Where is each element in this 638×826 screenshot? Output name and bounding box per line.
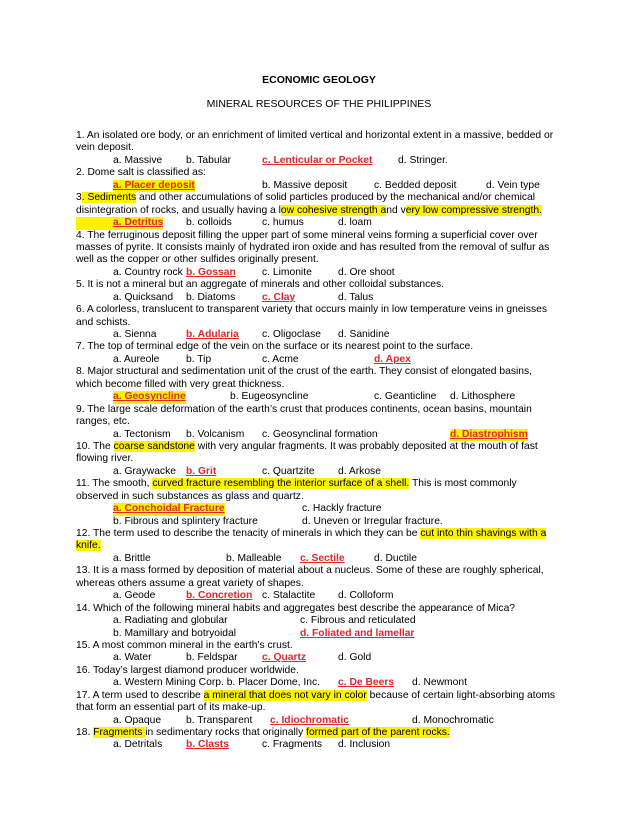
option-d: d. Ore shoot — [338, 266, 395, 278]
option-a: a. Radiating and globular — [113, 615, 228, 627]
question-15-options — [76, 652, 566, 664]
option-d-answer: d. Diastrophism — [450, 428, 528, 440]
question-8-stem-cont — [76, 379, 566, 391]
option-b: b. colloids — [186, 217, 232, 229]
option-b: b. Malleable — [226, 552, 282, 564]
question-text: 5. It is not a mineral but an aggregate of minerals and other colloidal substances. — [76, 279, 445, 291]
highlight: Fragments — [93, 727, 146, 738]
option-a-answer: a. Placer deposit — [113, 179, 195, 191]
option-d: d. Stringer. — [398, 154, 448, 166]
question-15-stem — [76, 640, 566, 652]
option-c-answer: c. De Beers — [338, 677, 395, 689]
option-a: a. Opaque — [113, 714, 162, 726]
question-3-options — [76, 217, 566, 229]
question-11-options-row1 — [76, 503, 566, 515]
question-text: 16. Today’s largest diamond producer worldwide. — [76, 664, 299, 676]
question-12-stem — [76, 528, 566, 540]
question-text: 3 — [76, 192, 82, 204]
question-3-stem-cont — [76, 205, 566, 217]
option-c: c. humus — [262, 217, 304, 229]
option-a-b: a. Western Mining Corp. b. Placer Dome, Inc. — [113, 677, 320, 689]
question-9-stem — [76, 404, 566, 416]
question-11-stem — [76, 478, 566, 490]
option-b: b. Volcanism — [186, 428, 245, 440]
question-10-options — [76, 466, 566, 478]
question-4-stem-cont — [76, 242, 566, 254]
highlight: ery low compressive strength. — [405, 204, 542, 216]
question-5-stem — [76, 279, 566, 291]
option-b: b. Mamillary and botryoidal — [113, 627, 237, 639]
highlight: . Sediments — [81, 192, 137, 204]
option-a-answer: a. Geosyncline — [113, 391, 186, 403]
option-c: c. Limonite — [262, 266, 312, 278]
highlight: formed part of the parent rocks. — [306, 727, 450, 738]
option-b-answer: b. Clasts — [186, 739, 229, 751]
option-c: c. Hackly fracture — [302, 503, 382, 515]
option-b-answer: b. Concretion — [186, 590, 253, 602]
option-b: b. Transparent — [186, 714, 253, 726]
option-d: d. Talus — [338, 291, 374, 303]
question-text: well as the copper or other sulfides originally present. — [76, 254, 319, 266]
document-subtitle: MINERAL RESOURCES OF THE PHILIPPINES — [206, 98, 432, 110]
option-a: a. Water — [113, 652, 152, 664]
option-b-answer: b. Adularia — [186, 329, 239, 340]
question-text: 4. The ferruginous deposit filling the upper part of some mineral veins forming a superficial cover over — [76, 229, 538, 241]
question-1-options — [76, 155, 566, 167]
question-text: 7. The top of terminal edge of the vein on the surface or its nearest point to the surface. — [76, 341, 474, 353]
question-text: observed in such substances as glass and quartz. — [76, 490, 304, 502]
option-d: d. Ductile — [374, 552, 417, 564]
question-text: 8. Major structural and sedimentation unit of the crust of the earth. They consist of elongated basins, — [76, 366, 532, 378]
option-b-answer: b. Grit — [186, 465, 217, 477]
question-10-stem — [76, 441, 566, 453]
question-text: vein deposit. — [76, 142, 134, 154]
question-14-options-row2 — [76, 628, 566, 640]
question-18-stem — [76, 727, 566, 739]
option-a: a. Brittle — [113, 552, 151, 564]
question-text: ranges, etc. — [76, 416, 130, 428]
option-d: d. Lithosphere — [450, 391, 516, 403]
option-b: b. Feldspar — [186, 652, 238, 664]
option-b: b. Fibrous and splintery fracture — [113, 515, 258, 527]
question-6-options — [76, 329, 566, 341]
option-b: b. Tabular — [186, 154, 232, 166]
option-d-answer: d. Foliated and lamellar — [300, 627, 415, 639]
question-4-stem-cont — [76, 254, 566, 266]
highlight: cut into thin shavings with a — [420, 528, 547, 539]
question-6-stem-cont — [76, 317, 566, 329]
question-text: 9. The large scale deformation of the earth’s crust that produces continents, ocean basins, mountain — [76, 403, 532, 415]
option-a: a. Sienna — [113, 329, 157, 340]
option-c-answer: c. Quartz — [262, 652, 307, 664]
question-6-stem — [76, 304, 566, 316]
question-text: in sedimentary rocks that originally — [145, 727, 307, 738]
question-7-stem — [76, 341, 566, 353]
option-c: c. Geosynclinal formation — [262, 428, 378, 440]
question-11-stem-cont — [76, 491, 566, 503]
question-text: masses of pyrite. It consists mainly of hydrated iron oxide and has resulted from the removal of sulfur as — [76, 241, 550, 253]
highlight: knife. — [76, 540, 101, 552]
option-a: a. Geode — [113, 590, 156, 602]
question-2-options — [76, 180, 566, 192]
option-d: d. Vein type — [486, 179, 540, 191]
question-text: which become filled with very great thickness. — [76, 378, 285, 390]
question-14-stem — [76, 603, 566, 615]
question-text: 2. Dome salt is classified as: — [76, 167, 206, 179]
question-12-options — [76, 553, 566, 565]
question-13-stem — [76, 565, 566, 577]
question-13-options — [76, 590, 566, 602]
question-2-stem — [76, 167, 566, 179]
highlight: coarse sandstone — [113, 440, 195, 452]
option-b-answer: b. Gossan — [186, 266, 236, 278]
question-17-stem-cont — [76, 702, 566, 714]
question-text: 10. The — [76, 440, 114, 452]
question-14-options-row1 — [76, 615, 566, 627]
option-a: a. Aureole — [113, 353, 160, 365]
highlight — [76, 217, 113, 229]
highlight: a mineral that does not vary in color — [203, 689, 367, 701]
question-text: 14. Which of the following mineral habits and aggregates best describe the appearance of Mica? — [76, 602, 516, 614]
question-text: and schists. — [76, 316, 131, 328]
question-text: 18. — [76, 727, 94, 738]
question-text: 12. The term used to describe the tenacity of minerals in which they can be — [76, 528, 421, 539]
document-title: ECONOMIC GEOLOGY — [262, 74, 376, 86]
option-c: c. Fibrous and reticulated — [300, 615, 416, 627]
question-text: 13. It is a mass formed by deposition of material about a nucleus. Some of these are roughly spherical, — [76, 565, 544, 577]
option-a: a. Tectonism — [113, 428, 171, 440]
question-text: because of certain light-absorbing atoms — [366, 689, 556, 701]
question-5-options — [76, 292, 566, 304]
question-text: nd v — [386, 204, 406, 216]
option-d: d. Inclusion — [338, 739, 391, 751]
question-text: 15. A most common mineral in the earth’s crust. — [76, 639, 293, 651]
option-d: d. Monochromatic — [412, 714, 494, 726]
option-c: c. Bedded deposit — [374, 179, 457, 191]
option-a-answer: a. Detritus — [113, 217, 164, 229]
highlight: ow cohesive strength a — [280, 204, 387, 216]
question-9-options — [76, 429, 566, 441]
option-d: d. Colloform — [338, 590, 394, 602]
option-a-answer: a. Conchoidal Fracture — [113, 503, 225, 515]
question-9-stem-cont — [76, 416, 566, 428]
question-8-stem — [76, 366, 566, 378]
option-b: b. Massive deposit — [262, 179, 348, 191]
question-16-stem — [76, 665, 566, 677]
option-c: c. Stalactite — [262, 590, 316, 602]
option-a: a. Detritals — [113, 739, 163, 751]
highlight: curved fracture resembling the interior surface of a shell. — [152, 478, 410, 490]
question-text: with very angular fragments. It was probably deposited at the mouth of fast — [194, 440, 538, 452]
option-c: c. Quartzite — [262, 465, 315, 477]
question-4-options — [76, 267, 566, 279]
option-d-answer: d. Apex — [374, 353, 411, 365]
question-text: and other accumulations of solid particles produced by the mechanical and/or chemical — [136, 192, 536, 204]
question-text: whereas others assume a great variety of shapes. — [76, 577, 304, 589]
option-d: d. Gold — [338, 652, 372, 664]
option-c: c. Fragments — [262, 739, 323, 751]
option-a: a. Quicksand — [113, 291, 174, 303]
option-a: a. Graywacke — [113, 465, 176, 477]
question-4-stem — [76, 230, 566, 242]
question-12-stem-cont — [76, 540, 566, 552]
option-d: d. loam — [338, 217, 372, 229]
option-d: d. Sanidine — [338, 329, 390, 340]
option-d: d. Arkose — [338, 465, 381, 477]
question-10-stem-cont — [76, 453, 566, 465]
question-text: flowing river. — [76, 453, 134, 465]
question-3-stem — [76, 192, 566, 204]
option-a: a. Massive — [113, 154, 163, 166]
question-16-options — [76, 677, 566, 689]
option-c: c. Geanticline — [374, 391, 437, 403]
question-text: This is most commonly — [409, 478, 517, 490]
question-13-stem-cont — [76, 578, 566, 590]
question-text: that form an essential part of its make-up. — [76, 702, 266, 714]
question-text: disintegration of rocks, and usually having a l — [76, 204, 281, 216]
question-8-options — [76, 391, 566, 403]
option-c-answer: c. Clay — [262, 291, 296, 303]
option-b: b. Tip — [186, 353, 212, 365]
question-17-options — [76, 715, 566, 727]
option-b: b. Diatoms — [186, 291, 236, 303]
question-text: 17. A term used to describe — [76, 689, 204, 701]
option-c: c. Acme — [262, 353, 299, 365]
question-11-options-row2 — [76, 516, 566, 528]
option-c-answer: c. Sectile — [300, 552, 345, 564]
option-b: b. Eugeosyncline — [230, 391, 309, 403]
option-c: c. Oligoclase — [262, 329, 321, 340]
question-7-options — [76, 354, 566, 366]
question-text: 11. The smooth, — [76, 478, 153, 490]
question-1-stem-cont — [76, 142, 566, 154]
option-c-answer: c. Idiochromatic — [270, 714, 349, 726]
option-d: d. Uneven or Irregular fracture. — [302, 515, 443, 527]
question-17-stem — [76, 690, 566, 702]
question-list — [76, 130, 566, 752]
option-a: a. Country rock — [113, 266, 183, 278]
question-text: 1. An isolated ore body, or an enrichment of limited vertical and horizontal extent in a massive, bedded or — [76, 130, 554, 141]
option-d: d. Newmont — [412, 677, 467, 689]
question-text: 6. A colorless, translucent to transparent variety that occurs mainly in low temperature veins in gneisses — [76, 304, 548, 316]
question-18-options — [76, 739, 566, 751]
question-1-stem — [76, 130, 566, 142]
option-c-answer: c. Lenticular or Pocket — [262, 154, 373, 166]
